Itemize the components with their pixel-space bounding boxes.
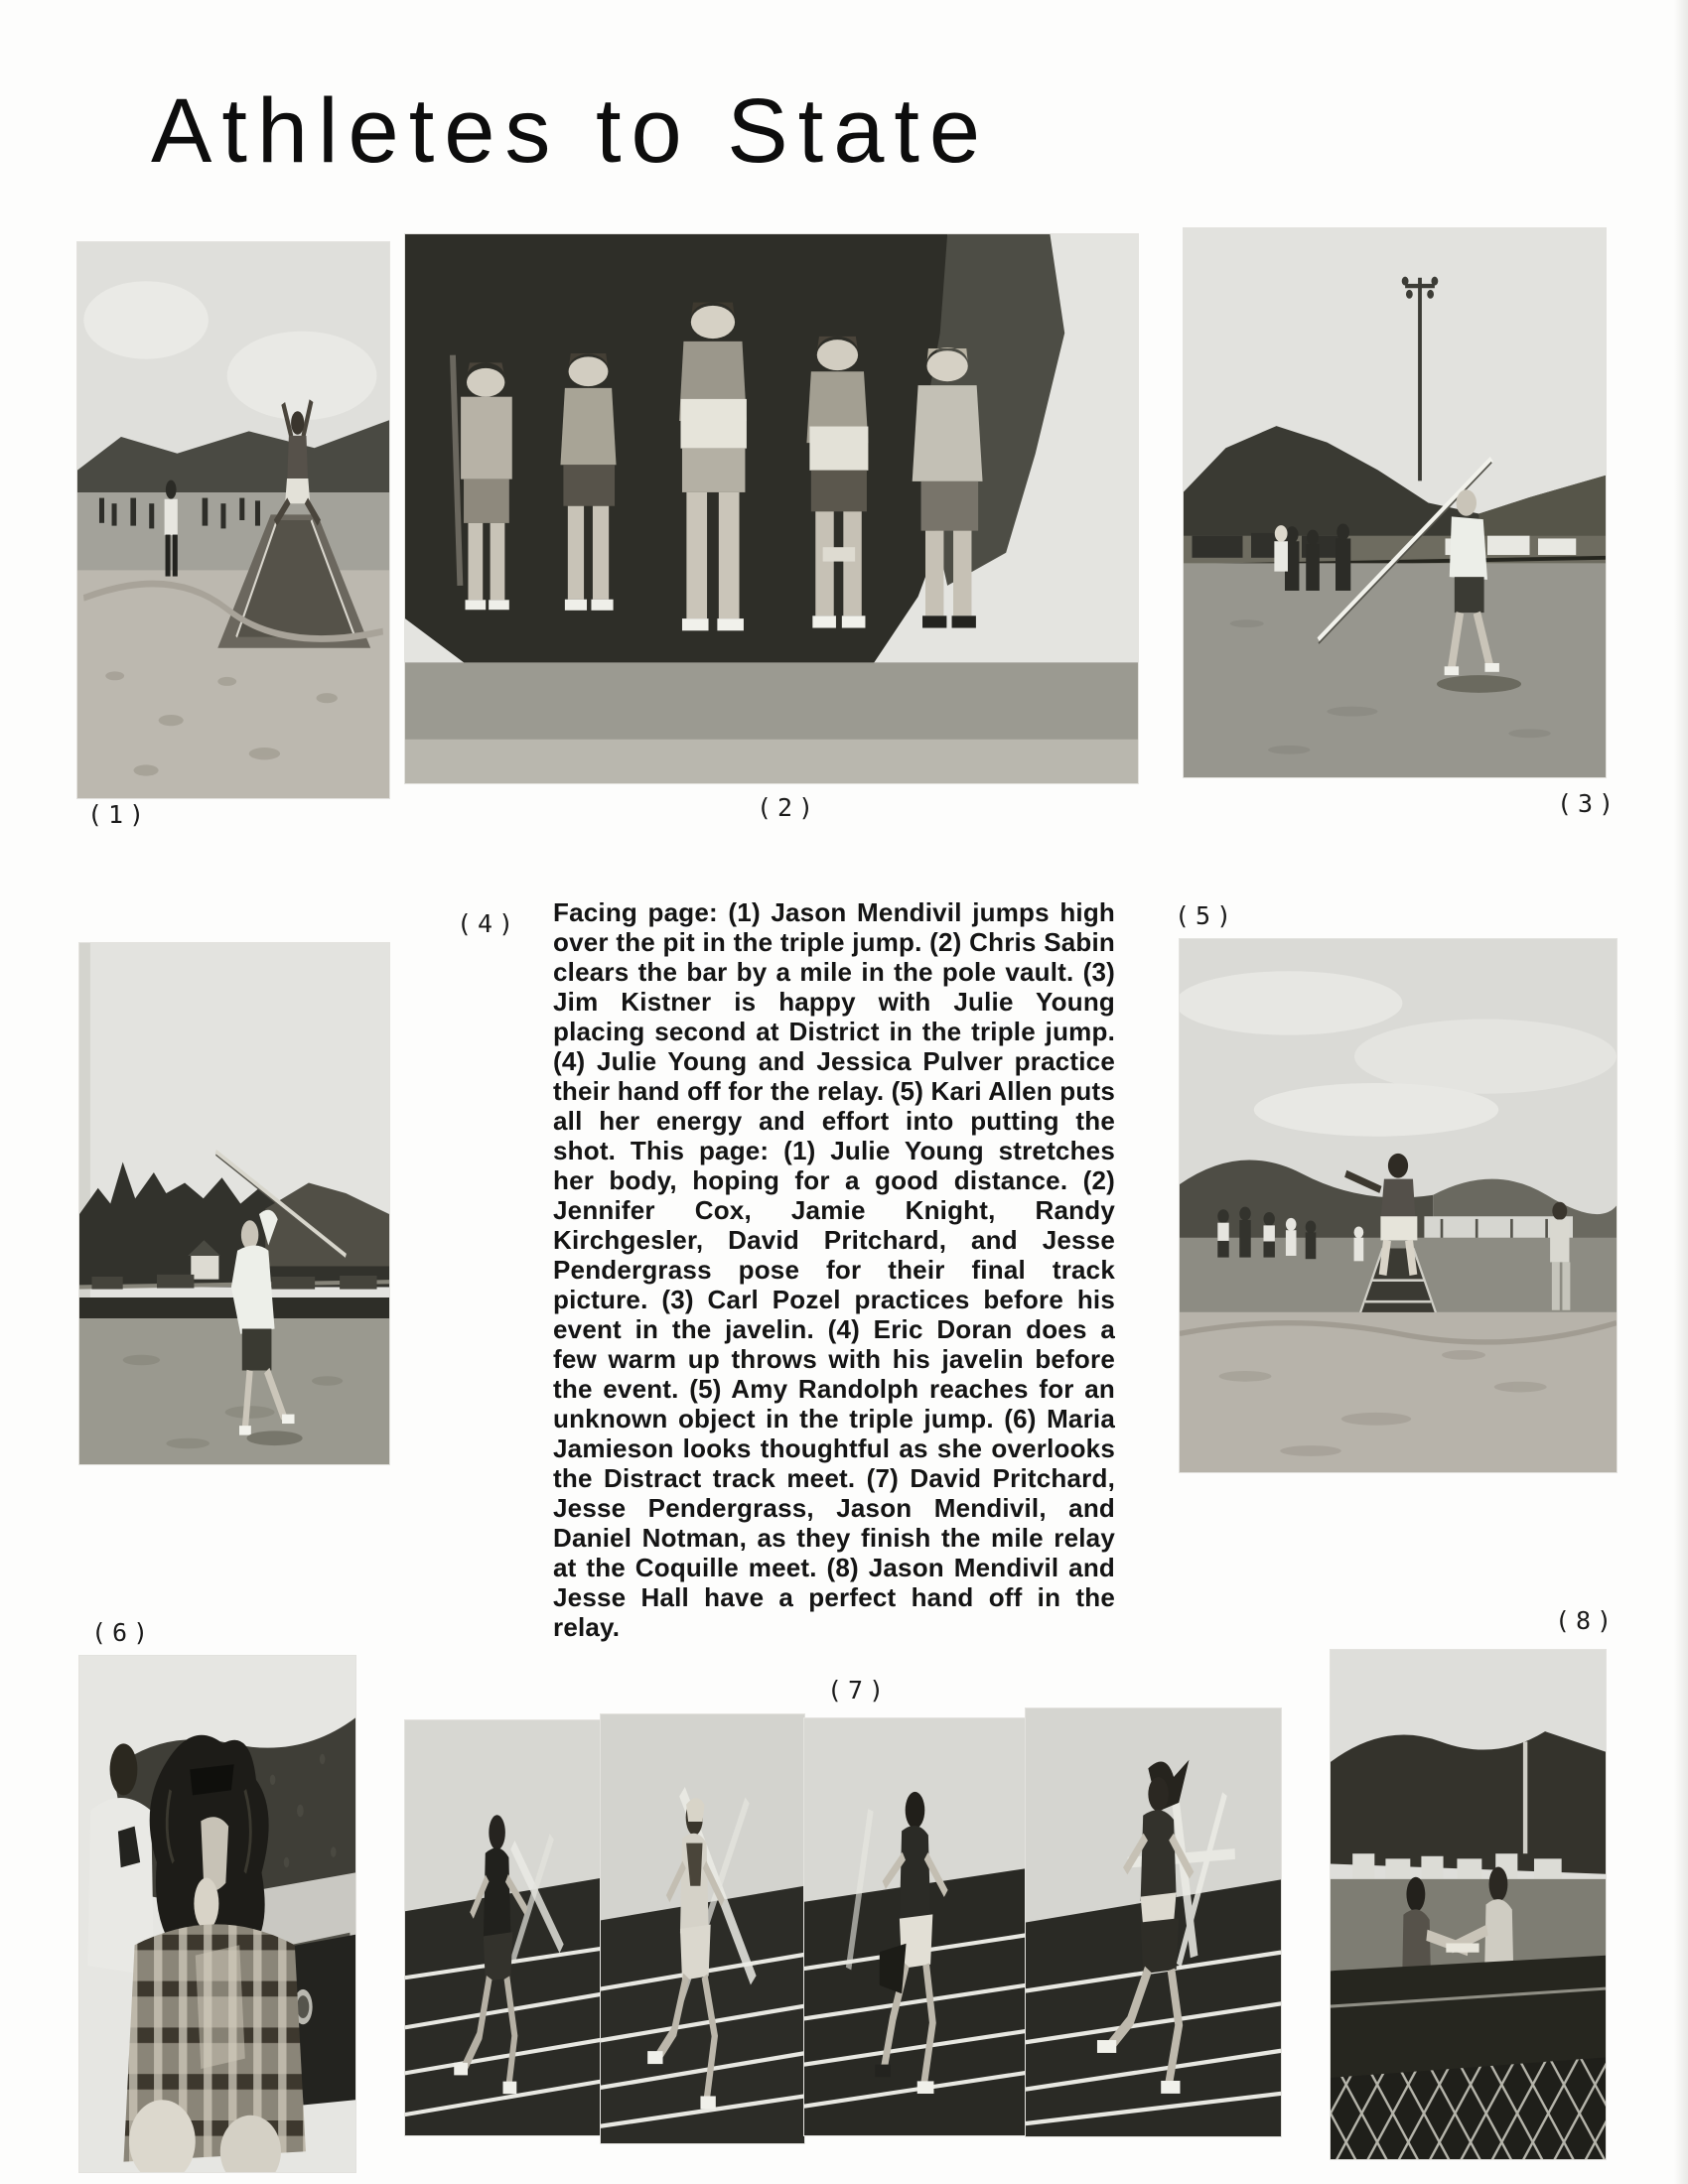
photo-label-3: (3) (1557, 789, 1620, 818)
background-people (1285, 524, 1350, 591)
photo-2-team-group (405, 234, 1138, 783)
photo-1-triple-jump (77, 242, 389, 798)
photo-label-8: (8) (1555, 1606, 1618, 1635)
photo-label-4: (4) (457, 909, 520, 938)
photo-label-5: (5) (1175, 901, 1238, 930)
photo-label-6: (6) (91, 1618, 155, 1647)
photo-7b-runner (601, 1714, 804, 2143)
photo-3-javelin-meet (1184, 228, 1606, 777)
photo-4-javelin-warmup (79, 943, 389, 1464)
photo-7d-runner (1026, 1708, 1281, 2136)
photo-label-7: (7) (827, 1676, 891, 1705)
photo-label-2: (2) (757, 793, 820, 822)
photo-8-relay-handoff (1331, 1650, 1606, 2159)
photo-7c-runner (804, 1718, 1026, 2135)
photo-7a-runner (405, 1720, 601, 2135)
photo-5-triple-jump-pit (1180, 939, 1617, 1472)
caption-text: Facing page: (1) Jason Mendivil jumps high over the pit in the triple jump. (2) Chris Sabin clears the bar by a mile in the pole vault. (3) Jim Kistner is happy with Julie Young placing second at District in the triple jump. (4) Julie Young and Jessica Pulver practice their hand off for the relay. (5) Kari Allen puts all her energy and effort into putting the shot. This page: (1) Julie Young stretches her body, hoping for a good distance. (2) Jennifer Cox, Jamie Knight, Randy Kirchgesler, David Pritchard, and Jesse Pendergrass pose for their final track picture. (3) Carl Pozel practices before his event in the javelin. (4) Eric Doran does a few warm up throws with his javelin before the event. (5) Amy Randolph reaches for an unknown object in the triple jump. (6) Maria Jamieson looks thoughtful as she overlooks the Distract track meet. (7) David Pritchard, Jesse Pendergrass, Jason Mendivil, and Daniel Notman, as they finish the mile relay at the Coquille meet. (8) Jason Mendivil and Jesse Hall have a perfect hand off in the relay. (553, 897, 1115, 1642)
photo-6-thoughtful-portrait (79, 1656, 355, 2172)
photo-label-1: (1) (87, 800, 151, 829)
page-title: Athletes to State (151, 79, 991, 182)
scan-edge-shadow (1674, 0, 1688, 2184)
